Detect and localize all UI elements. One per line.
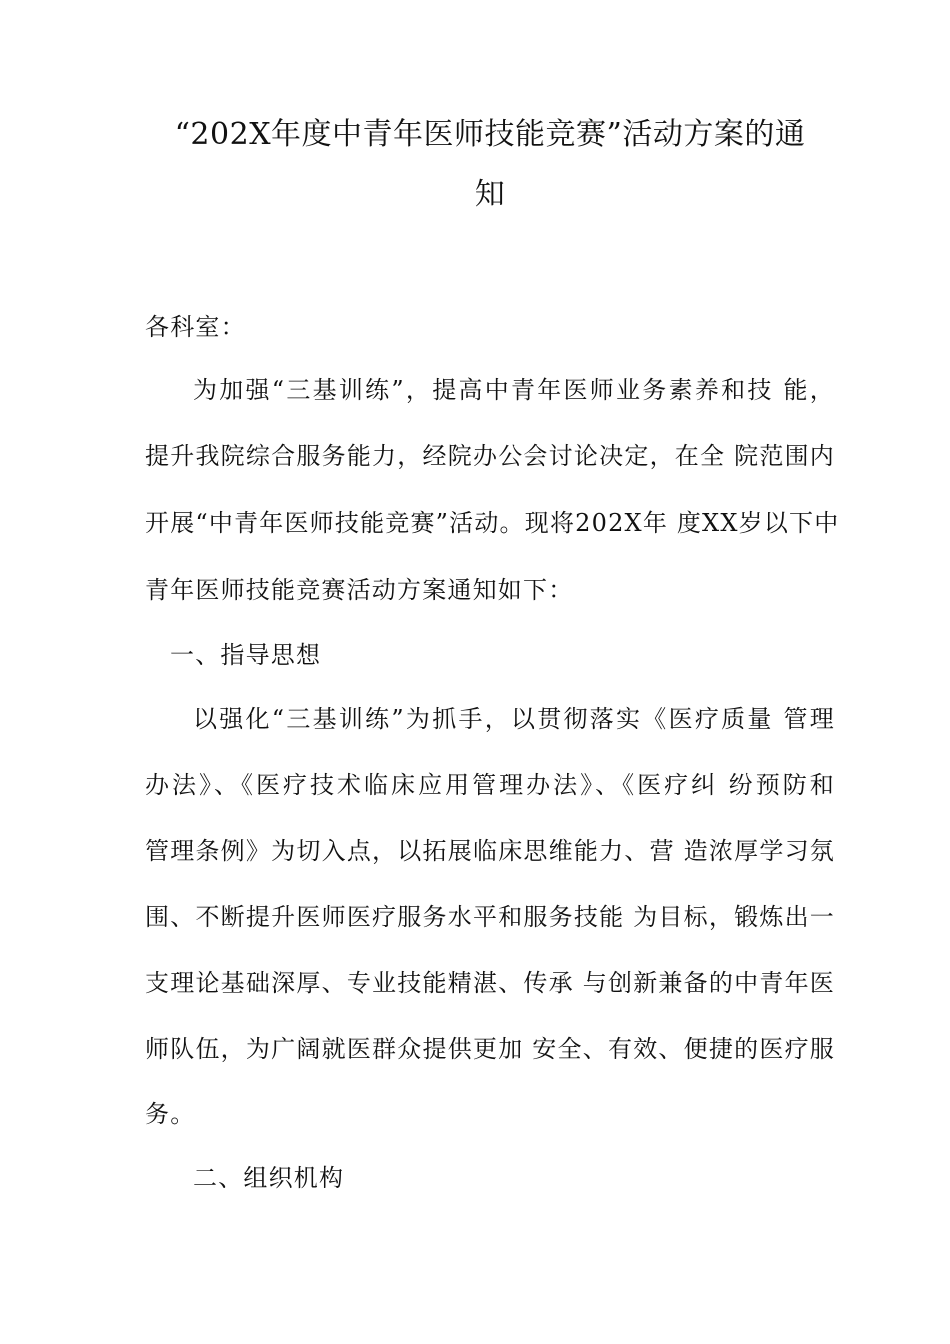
intro-line-3: 开展“中青年医师技能竞赛”活动。现将202X年 度XX岁以下中 xyxy=(145,509,840,537)
section1-line-1: 以强化“三基训练”为抓手，以贯彻落实《医疗质量 管理 xyxy=(193,705,835,733)
section1-line-7: 务。 xyxy=(145,1100,196,1128)
section1-line-6: 师队伍，为广阔就医群众提供更加 安全、有效、便捷的医疗服 xyxy=(145,1035,835,1063)
intro-line-1: 为加强“三基训练”，提高中青年医师业务素养和技 能， xyxy=(193,376,835,404)
intro-line-4: 青年医师技能竞赛活动方案通知如下： xyxy=(145,576,574,604)
section1-line-4: 围、不断提升医师医疗服务水平和服务技能 为目标，锻炼出一 xyxy=(145,903,835,931)
section1-line-2: 办法》、《医疗技术临床应用管理办法》、《医疗纠 纷预防和 xyxy=(145,771,835,799)
document-title-line-1: “202X年度中青年医师技能竞赛”活动方案的通 xyxy=(174,117,806,152)
salutation: 各科室： xyxy=(145,313,246,341)
section1-line-5: 支理论基础深厚、专业技能精湛、传承 与创新兼备的中青年医 xyxy=(145,969,835,997)
section-heading-organization: 二、组织机构 xyxy=(193,1164,345,1192)
document-title-line-2: 知 xyxy=(474,177,506,212)
section1-line-3: 管理条例》为切入点，以拓展临床思维能力、营 造浓厚学习氛 xyxy=(145,837,835,865)
section-heading-guiding-ideology: 一、指导思想 xyxy=(170,641,322,669)
intro-line-2: 提升我院综合服务能力，经院办公会讨论决定，在全 院范围内 xyxy=(145,442,835,470)
